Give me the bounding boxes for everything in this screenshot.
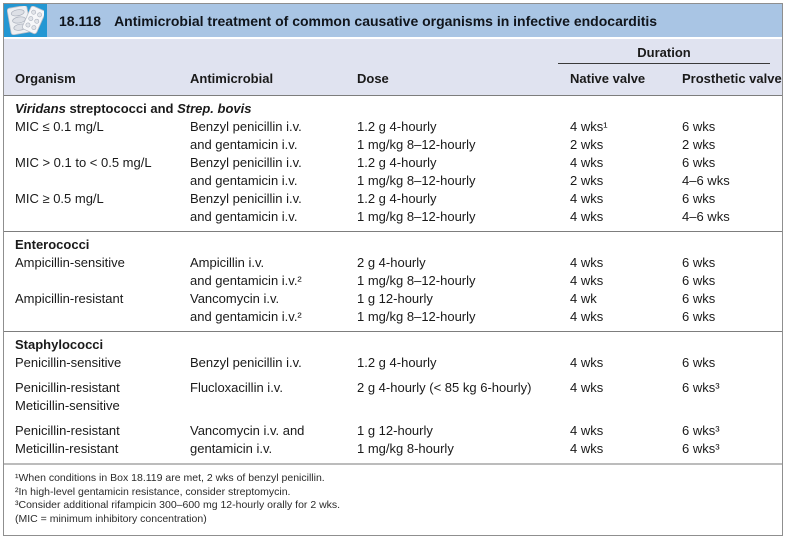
table-row (15, 190, 782, 208)
dose-cell: 1 mg/kg 8–12-hourly (357, 137, 476, 152)
column-header-prosthetic-valve: Prosthetic valve (682, 71, 782, 86)
footnotes (4, 463, 782, 535)
prosthetic-cell: 6 wks (682, 119, 716, 134)
prosthetic-cell: 4–6 wks (682, 209, 730, 224)
native-cell: 4 wks (570, 255, 604, 270)
dose-cell (357, 397, 570, 415)
prosthetic-cell: 6 wks (682, 255, 716, 270)
prosthetic-cell: 6 wks³ (682, 423, 720, 438)
antimicrobial-cell: and gentamicin i.v. (190, 173, 298, 188)
native-cell: 4 wks (570, 209, 604, 224)
organism-cell: MIC ≥ 0.5 mg/L (15, 191, 104, 206)
section-staphylococci (4, 331, 782, 463)
section-title: Enterococci (15, 237, 90, 252)
organism-cell: Meticillin-sensitive (15, 398, 120, 413)
info-box (3, 3, 783, 536)
dose-cell: 1.2 g 4-hourly (357, 355, 437, 370)
antimicrobial-cell: and gentamicin i.v. (190, 137, 298, 152)
footnote-2: ²In high-level gentamicin resistance, consider streptomycin. (15, 485, 291, 498)
section-viridans-streptococci (4, 96, 782, 231)
footnote-mic: (MIC = minimum inhibitory concentration) (15, 512, 207, 525)
table-row (15, 308, 782, 326)
section-enterococci (4, 231, 782, 331)
section-title-italic: Strep. bovis (177, 101, 252, 116)
table-header (4, 39, 782, 96)
table-row (15, 440, 782, 458)
antimicrobial-cell: Ampicillin i.v. (190, 255, 265, 270)
pills-icon (4, 4, 47, 37)
organism-cell: MIC > 0.1 to < 0.5 mg/L (15, 155, 152, 170)
antimicrobial-cell: and gentamicin i.v.² (190, 309, 302, 324)
dose-cell: 2 g 4-hourly (< 85 kg 6-hourly) (357, 380, 532, 395)
antimicrobial-cell: Flucloxacillin i.v. (190, 380, 283, 395)
table-row (15, 154, 782, 172)
column-header-antimicrobial: Antimicrobial (190, 71, 274, 86)
native-cell: 2 wks (570, 173, 604, 188)
section-title: Staphylococci (15, 337, 104, 352)
footnote-3: ³Consider additional rifampicin 300–600 mg 12-hourly orally for 2 wks. (15, 499, 341, 511)
dose-cell: 1 mg/kg 8–12-hourly (357, 209, 476, 224)
organism-cell (15, 172, 190, 190)
native-cell: 2 wks (570, 137, 604, 152)
dose-cell: 1.2 g 4-hourly (357, 119, 437, 134)
antimicrobial-cell: Vancomycin i.v. and (190, 423, 305, 438)
dose-cell: 1 mg/kg 8–12-hourly (357, 309, 476, 324)
organism-cell: Penicillin-resistant (15, 380, 120, 395)
prosthetic-cell: 6 wks (682, 355, 716, 370)
box-title-bar (4, 4, 782, 39)
prosthetic-cell (682, 397, 782, 415)
column-header-native-valve: Native valve (570, 71, 646, 86)
native-cell (570, 397, 682, 415)
organism-cell: MIC ≤ 0.1 mg/L (15, 119, 104, 134)
prosthetic-cell: 6 wks (682, 155, 716, 170)
native-cell: 4 wk (570, 291, 597, 306)
prosthetic-cell: 2 wks (682, 137, 716, 152)
duration-group-header: Duration (558, 45, 770, 64)
prosthetic-cell: 6 wks (682, 191, 716, 206)
antimicrobial-cell: Benzyl penicillin i.v. (190, 155, 302, 170)
dose-cell: 1.2 g 4-hourly (357, 155, 437, 170)
organism-cell (15, 308, 190, 326)
prosthetic-cell: 6 wks (682, 291, 716, 306)
antimicrobial-cell: Benzyl penicillin i.v. (190, 119, 302, 134)
table-row (15, 118, 782, 136)
table-row (15, 422, 782, 440)
table-row (15, 379, 782, 397)
antimicrobial-cell: gentamicin i.v. (190, 441, 273, 456)
column-header-organism: Organism (15, 71, 76, 86)
section-title (15, 100, 782, 118)
dose-cell: 1 g 12-hourly (357, 423, 433, 438)
table-row (15, 208, 782, 226)
organism-cell: Penicillin-resistant (15, 423, 120, 438)
organism-cell: Ampicillin-sensitive (15, 255, 125, 270)
prosthetic-cell: 6 wks³ (682, 441, 720, 456)
footnote-1: ¹When conditions in Box 18.119 are met, 2 wks of benzyl penicillin. (15, 472, 325, 484)
native-cell: 4 wks (570, 191, 604, 206)
dose-cell: 2 g 4-hourly (357, 255, 426, 270)
dose-cell: 1 mg/kg 8–12-hourly (357, 273, 476, 288)
organism-cell: Ampicillin-resistant (15, 291, 124, 306)
native-cell: 4 wks (570, 380, 604, 395)
native-cell: 4 wks (570, 309, 604, 324)
organism-cell (15, 272, 190, 290)
organism-cell: Meticillin-resistant (15, 441, 119, 456)
table-row (15, 172, 782, 190)
table-row (15, 290, 782, 308)
column-header-dose: Dose (357, 71, 389, 86)
antimicrobial-cell: Benzyl penicillin i.v. (190, 355, 302, 370)
organism-cell (15, 136, 190, 154)
native-cell: 4 wks (570, 273, 604, 288)
section-title-italic: Viridans (15, 101, 66, 116)
prosthetic-cell: 4–6 wks (682, 173, 730, 188)
organism-cell: Penicillin-sensitive (15, 355, 122, 370)
dose-cell: 1 g 12-hourly (357, 291, 433, 306)
native-cell: 4 wks (570, 355, 604, 370)
table-row (15, 136, 782, 154)
antimicrobial-cell: and gentamicin i.v. (190, 209, 298, 224)
organism-cell (15, 208, 190, 226)
antimicrobial-cell: Vancomycin i.v. (190, 291, 280, 306)
prosthetic-cell: 6 wks (682, 309, 716, 324)
section-title-text: streptococci and (65, 101, 178, 116)
native-cell: 4 wks (570, 441, 604, 456)
native-cell: 4 wks (570, 423, 604, 438)
dose-cell: 1 mg/kg 8-hourly (357, 441, 454, 456)
native-cell: 4 wks (570, 155, 604, 170)
pill-blister-packs-icon (7, 6, 44, 35)
native-cell: 4 wks¹ (570, 119, 608, 134)
table-row (15, 272, 782, 290)
table-row (15, 397, 782, 415)
antimicrobial-cell (190, 397, 357, 415)
box-number: 18.118 (59, 12, 102, 29)
box-title: Antimicrobial treatment of common causative organisms in infective endocarditis (114, 12, 658, 29)
prosthetic-cell: 6 wks (682, 273, 716, 288)
antimicrobial-cell: Benzyl penicillin i.v. (190, 191, 302, 206)
prosthetic-cell: 6 wks³ (682, 380, 720, 395)
antimicrobial-cell: and gentamicin i.v.² (190, 273, 302, 288)
dose-cell: 1.2 g 4-hourly (357, 191, 437, 206)
dose-cell: 1 mg/kg 8–12-hourly (357, 173, 476, 188)
table-row (15, 254, 782, 272)
table-row (15, 354, 782, 372)
